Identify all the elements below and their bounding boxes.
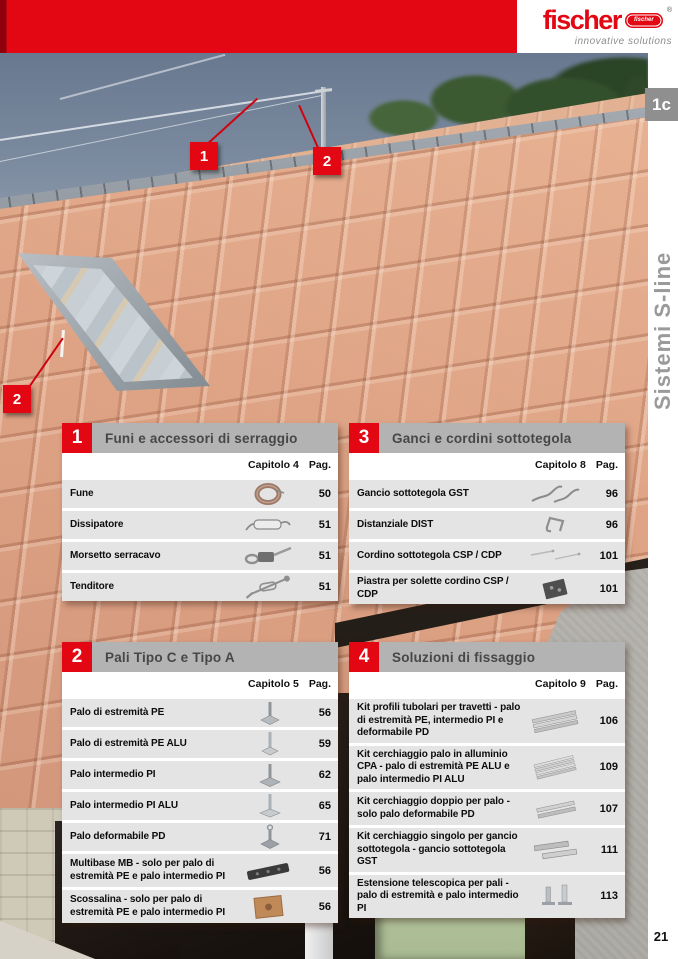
product-page-number: 65 [318,800,331,812]
product-label: Palo intermedio PI ALU [70,799,179,811]
table-row [349,875,625,919]
table-row [62,761,338,789]
table-subheader [349,453,625,477]
flashing-icon [237,894,299,920]
slab-plate-icon [524,576,586,602]
product-label: Dissipatore [70,518,124,530]
product-page-number: 51 [318,550,331,562]
top-red-bar [0,0,517,53]
table-row [349,511,625,539]
table-row [62,573,338,601]
product-page-number: 111 [600,843,618,856]
product-label: Kit cerchiaggio doppio per palo - solo palo deformabile PD [357,796,510,820]
product-label: Scossalina - solo per palo di estremità PE e palo intermedio PI [70,894,226,918]
table-row [62,511,338,539]
wire-coil-icon [237,481,299,507]
product-page-number: 62 [318,769,331,781]
product-page-number: 56 [318,864,331,877]
single-hoop-kit-icon [524,837,586,863]
chapter-ref: Capitolo 4 [248,459,299,471]
chapter-ref: Capitolo 9 [535,678,586,690]
product-label: Kit profili tubolari per travetti - palo di estremità PE, intermedio PI e deformabile PD [357,702,521,738]
table-title: Funi e accessori di serraggio [105,430,298,446]
product-page-number: 96 [605,519,618,531]
table-row [349,828,625,872]
table-row [349,699,625,743]
table-row [349,542,625,570]
product-page-number: 101 [599,582,618,595]
product-label: Kit cerchiaggio singolo per gancio sottotegola - gancio sottotegola GST [357,831,518,867]
table-number-badge: 1 [62,423,92,453]
deformable-post-icon [237,824,299,850]
multibase-icon [237,858,299,884]
table-number-badge: 3 [349,423,379,453]
table-row [62,730,338,758]
energy-absorber-icon [237,512,299,538]
table-row [62,699,338,727]
product-label: Tenditore [70,580,114,592]
product-page-number: 101 [599,550,618,562]
telescopic-extension-icon [524,883,586,909]
callout-marker-2: 2 [313,147,341,175]
product-page-number: 51 [318,581,331,593]
section-label-vertical: Sistemi S-line [650,251,675,410]
table-row [62,854,338,887]
double-hoop-kit-icon [524,796,586,822]
table-row [62,480,338,508]
product-label: Cordino sottotegola CSP / CDP [357,549,502,561]
table-funi-accessori [62,423,338,601]
callout-marker-2b: 2 [3,385,31,413]
product-page-number: 56 [318,900,331,913]
product-label: Kit cerchiaggio palo in alluminio CPA - palo di estremità PE ALU e palo intermedio PI ALU [357,748,510,785]
fish-badge-label: fischer [633,17,654,23]
product-page-number: 106 [599,714,618,727]
product-label: Palo di estremità PE [70,706,165,718]
table-title: Pali Tipo C e Tipo A [105,649,235,665]
turnbuckle-icon [237,574,299,600]
section-badge: 1c [645,88,678,121]
page-column-label: Pag. [595,459,618,471]
under-tile-hook-icon [524,481,586,507]
table-subheader [62,453,338,477]
brand-logo-panel [517,0,678,53]
table-header [62,423,338,453]
product-label: Estensione telescopica per pali - palo di estremità e palo intermedio PI [357,877,519,914]
table-row [62,542,338,570]
intermediate-post-alu-icon [237,793,299,819]
product-label: Palo deformabile PD [70,830,166,842]
product-label: Multibase MB - solo per palo di estremità PE e palo intermedio PI [70,858,226,882]
fischer-fish-badge-icon [625,13,663,28]
table-row [349,746,625,790]
alu-hoop-kit-icon [524,754,586,780]
table-title: Ganci e cordini sottotegola [392,430,572,446]
product-page-number: 96 [605,488,618,500]
table-row [349,480,625,508]
table-row [62,890,338,923]
table-subheader [349,672,625,696]
product-page-number: 109 [599,761,618,774]
intermediate-post-icon [237,762,299,788]
table-pali [62,642,338,923]
table-number-badge: 2 [62,642,92,672]
chapter-ref: Capitolo 5 [248,678,299,690]
table-soluzioni-fissaggio [349,642,625,918]
product-label: Morsetto serracavo [70,549,161,561]
fischer-wordmark: fischer [542,4,621,35]
table-row [349,573,625,604]
table-row [62,792,338,820]
table-subheader [62,672,338,696]
table-number-badge: 4 [349,642,379,672]
table-ganci-cordini [349,423,625,604]
table-title: Soluzioni di fissaggio [392,649,536,665]
tubular-profiles-kit-icon [524,708,586,734]
table-row [62,823,338,851]
product-label: Fune [70,487,94,499]
cable-clamp-icon [237,543,299,569]
brand-tagline: innovative solutions [574,35,672,47]
brand-logo [542,4,672,35]
end-post-icon [237,700,299,726]
page-column-label: Pag. [308,678,331,690]
product-page-number: 56 [318,707,331,719]
chapter-ref: Capitolo 8 [535,459,586,471]
product-label: Distanziale DIST [357,518,434,530]
product-label: Gancio sottotegola GST [357,487,469,499]
table-header [349,642,625,672]
page-number: 21 [653,929,669,944]
product-page-number: 50 [318,488,331,500]
product-label: Palo intermedio PI [70,768,156,780]
table-header [349,423,625,453]
table-row [349,792,625,825]
product-page-number: 71 [318,831,331,843]
product-page-number: 59 [318,738,331,750]
under-tile-cord-icon [524,543,586,569]
page-column-label: Pag. [595,678,618,690]
callout-marker-1: 1 [190,142,218,170]
product-page-number: 113 [600,890,618,903]
end-post-alu-icon [237,731,299,757]
page-column-label: Pag. [308,459,331,471]
product-page-number: 107 [599,802,618,815]
product-label: Piastra per solette cordino CSP / CDP [357,576,509,600]
spacer-bracket-icon [524,512,586,538]
product-label: Palo di estremità PE ALU [70,737,187,749]
product-page-number: 51 [318,519,331,531]
registered-mark: ® [666,6,672,14]
table-header [62,642,338,672]
